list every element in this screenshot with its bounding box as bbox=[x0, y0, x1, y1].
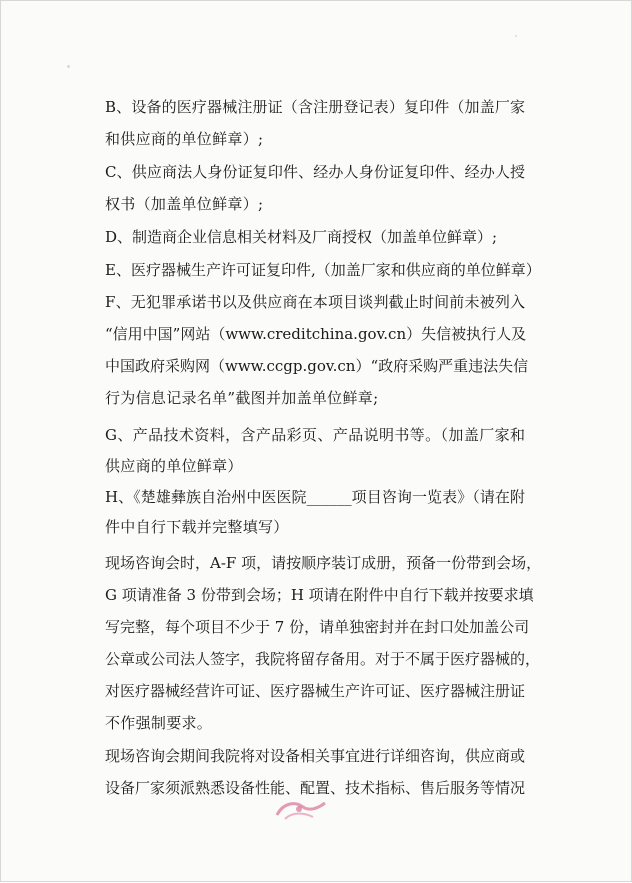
text-line: H、《楚雄彝族自治州中医医院______项目咨询一览表》（请在附 bbox=[105, 488, 525, 506]
red-stamp-fragment bbox=[273, 797, 333, 823]
text-line: 和供应商的单位鲜章）; bbox=[105, 130, 264, 148]
text-line: 现场咨询会期间我院将对设备相关事宜进行详细咨询，供应商或 bbox=[105, 747, 526, 765]
text-line: 对医疗器械经营许可证、医疗器械生产许可证、医疗器械注册证 bbox=[105, 682, 526, 700]
text-line: D、制造商企业信息相关材料及厂商授权（加盖单位鲜章）; bbox=[105, 228, 498, 246]
text-line: 写完整，每个项目不少于 7 份，请单独密封并在封口处加盖公司 bbox=[105, 618, 530, 636]
text-line: 设备厂家须派熟悉设备性能、配置、技术指标、售后服务等情况 bbox=[105, 779, 526, 797]
text-line: 中国政府采购网（www.ccgp.gov.cn）“政府采购严重违法失信 bbox=[105, 357, 529, 375]
text-line: 现场咨询会时，A-F 项，请按顺序装订成册，预备一份带到会场， bbox=[105, 554, 542, 572]
text-line: G、产品技术资料，含产品彩页、产品说明书等。（加盖厂家和 bbox=[105, 426, 525, 444]
text-line: “信用中国”网站（www.creditchina.gov.cn）失信被执行人及 bbox=[105, 325, 527, 343]
text-line: 权书（加盖单位鲜章）; bbox=[105, 195, 264, 213]
text-line: F、无犯罪承诺书以及供应商在本项目谈判截止时间前未被列入 bbox=[105, 293, 525, 311]
text-line: E、医疗器械生产许可证复印件,（加盖厂家和供应商的单位鲜章） bbox=[105, 261, 541, 279]
text-line: 公章或公司法人签字，我院将留存备用。对于不属于医疗器械的， bbox=[105, 650, 541, 668]
text-line: 不作强制要求。 bbox=[105, 714, 213, 732]
text-line: 行为信息记录名单”截图并加盖单位鲜章; bbox=[105, 389, 379, 407]
text-line: 件中自行下载并完整填写） bbox=[105, 518, 289, 536]
document-body bbox=[1, 1, 632, 883]
text-line: G 项请准备 3 份带到会场；H 项请在附件中自行下载并按要求填 bbox=[105, 586, 534, 604]
text-line: C、供应商法人身份证复印件、经办人身份证复印件、经办人授 bbox=[105, 163, 525, 181]
text-line: B、设备的医疗器械注册证（含注册登记表）复印件（加盖厂家 bbox=[105, 98, 525, 116]
text-line: 供应商的单位鲜章） bbox=[105, 457, 243, 475]
